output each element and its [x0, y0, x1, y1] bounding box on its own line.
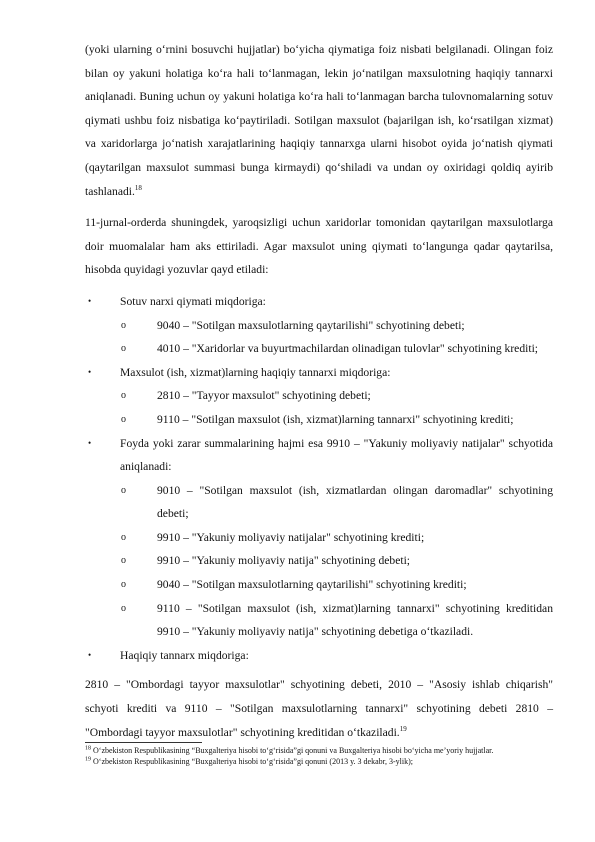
circle-bullet-icon: o [121, 579, 126, 591]
footnote-ref-18: 18 [134, 183, 142, 192]
sub-list-item-text: 9110 – "Sotilgan maxsulot (ish, xizmat)larning tannarxi" schyotining kreditidan 9910 – "Yakuniy moliyaviy natija" schyotining debetiga o‘tkaziladi. [157, 601, 553, 639]
bullet-icon: • [88, 295, 92, 306]
entry-list [85, 290, 553, 668]
sub-list-item [120, 573, 553, 597]
list-item-text: Haqiqiy tannarx miqdoriga: [120, 648, 249, 662]
sub-list-item [120, 479, 553, 526]
list-item-text: Sotuv narxi qiymati miqdoriga: [120, 294, 266, 308]
paragraph-3: 2810 – "Ombordagi tayyor maxsulotlar" schyotining debeti, 2010 – "Asosiy ishlab chiqarish" schyoti krediti va 9110 – "Sotilgan maxsulotlarning tannarxi" schyotining debeti 2810 – "Ombordagi tayyor maxsulotlar" schyotining kreditidan o‘tkaziladi.$^{19}$ [85, 678, 553, 739]
footnotes [85, 742, 553, 767]
sub-list-item [120, 314, 553, 338]
body-text [85, 38, 553, 744]
footnote-18: $^{18}$ O‘zbekiston Respublikasining “Buxgalteriya hisobi to‘g‘risida”gi qonuni va Buxgalteriya hisobi bo‘yicha me’yoriy hujjatlar. [85, 745, 494, 755]
sub-list-item [120, 549, 553, 573]
sub-list-item [120, 408, 553, 432]
list-item [85, 432, 553, 644]
circle-bullet-icon: o [121, 531, 126, 543]
bullet-icon: • [88, 437, 92, 448]
sub-list [120, 384, 553, 431]
list-item [85, 644, 553, 668]
sub-list-item-text: 2810 – "Tayyor maxsulot" schyotining debeti; [157, 389, 371, 403]
sub-list-item-text: 9910 – "Yakuniy moliyaviy natijalar" schyotining krediti; [157, 530, 425, 544]
circle-bullet-icon: o [121, 484, 126, 496]
sub-list-item [120, 597, 553, 644]
footnote-19: $^{19}$ O‘zbekiston Respublikasining “Buxgalteriya hisobi to‘g‘risida”gi qonuni (2013 y. 3 dekabr, 3-ylik); [85, 755, 413, 766]
sub-list-item [120, 337, 553, 361]
sub-list-item [120, 384, 553, 408]
circle-bullet-icon: o [121, 413, 126, 425]
paragraph-1: (yoki ularning o‘rnini bosuvchi hujjatlar) bo‘yicha qiymatiga foiz nisbati belgilanadi. Olingan foiz bilan oy yakuni holatiga ko‘ra hali to‘lanmagan, lekin jo‘natilgan maxsulotning haqiqiy tannarxi aniqlanadi. Buning uchun oy yakuni holatiga ko‘ra hali to‘lanmagan barcha tulovnomalarning sotuv qiymati ushbu foiz nisbatiga ko‘paytiriladi. Sotilgan maxsulot (bajarilgan ish, ko‘rsatilgan xizmat) va xaridorlarga jo‘natish xarajatlarining haqiqiy tannarxga ularni hisobot oyida jo‘natish qiymati (qaytarilgan maxsulot summasi bunga kirmaydi) qo‘shiladi va undan oy oxiridagi qoldiq ayirib tashlanadi.$^{18}$ [85, 43, 553, 198]
sub-list-item-text: 9040 – "Sotilgan maxsulotlarning qaytarilishi" schyotining debeti; [157, 318, 465, 332]
circle-bullet-icon: o [121, 555, 126, 567]
paragraph-2: 11-jurnal-orderda shuningdek, yaroqsizligi uchun xaridorlar tomonidan qaytarilgan maxsulotlarga doir muomalalar ham aks ettiriladi. Agar maxsulot uning qiymati to‘langunga qadar qaytarilsa, hisobda quyidagi yozuvlar qayd etiladi: [85, 216, 553, 277]
circle-bullet-icon: o [121, 602, 126, 614]
sub-list-item-text: 4010 – "Xaridorlar va buyurtmachilardan olinadigan tulovlar" schyotining krediti; [157, 342, 539, 356]
bullet-icon: • [88, 649, 92, 660]
list-item [85, 290, 553, 361]
circle-bullet-icon: o [121, 390, 126, 402]
circle-bullet-icon: o [121, 319, 126, 331]
sub-list-item-text: 9110 – "Sotilgan maxsulot (ish, xizmat)larning tannarxi" schyotining krediti; [157, 412, 514, 426]
sub-list-item-text: 9040 – "Sotilgan maxsulotlarning qaytarilishi" schyotining krediti; [157, 578, 467, 592]
list-item-text: Maxsulot (ish, xizmat)larning haqiqiy tannarxi miqdoriga: [120, 365, 391, 379]
bullet-icon: • [88, 366, 92, 377]
list-item [85, 361, 553, 432]
list-item-text: Foyda yoki zarar summalarining hajmi esa 9910 – "Yakuniy moliyaviy natijalar" schyotida aniqlanadi: [120, 436, 553, 474]
footnote-ref-19: 19 [399, 724, 407, 733]
sub-list-item [120, 526, 553, 550]
sub-list-item-text: 9910 – "Yakuniy moliyaviy natija" schyotining debeti; [157, 554, 411, 568]
sub-list-item-text: 9010 – "Sotilgan maxsulot (ish, xizmatlardan olingan daromadlar" schyotining debeti; [157, 483, 553, 521]
sub-list [120, 314, 553, 361]
sub-list [120, 479, 553, 644]
circle-bullet-icon: o [121, 343, 126, 355]
footnote-divider [85, 742, 202, 743]
